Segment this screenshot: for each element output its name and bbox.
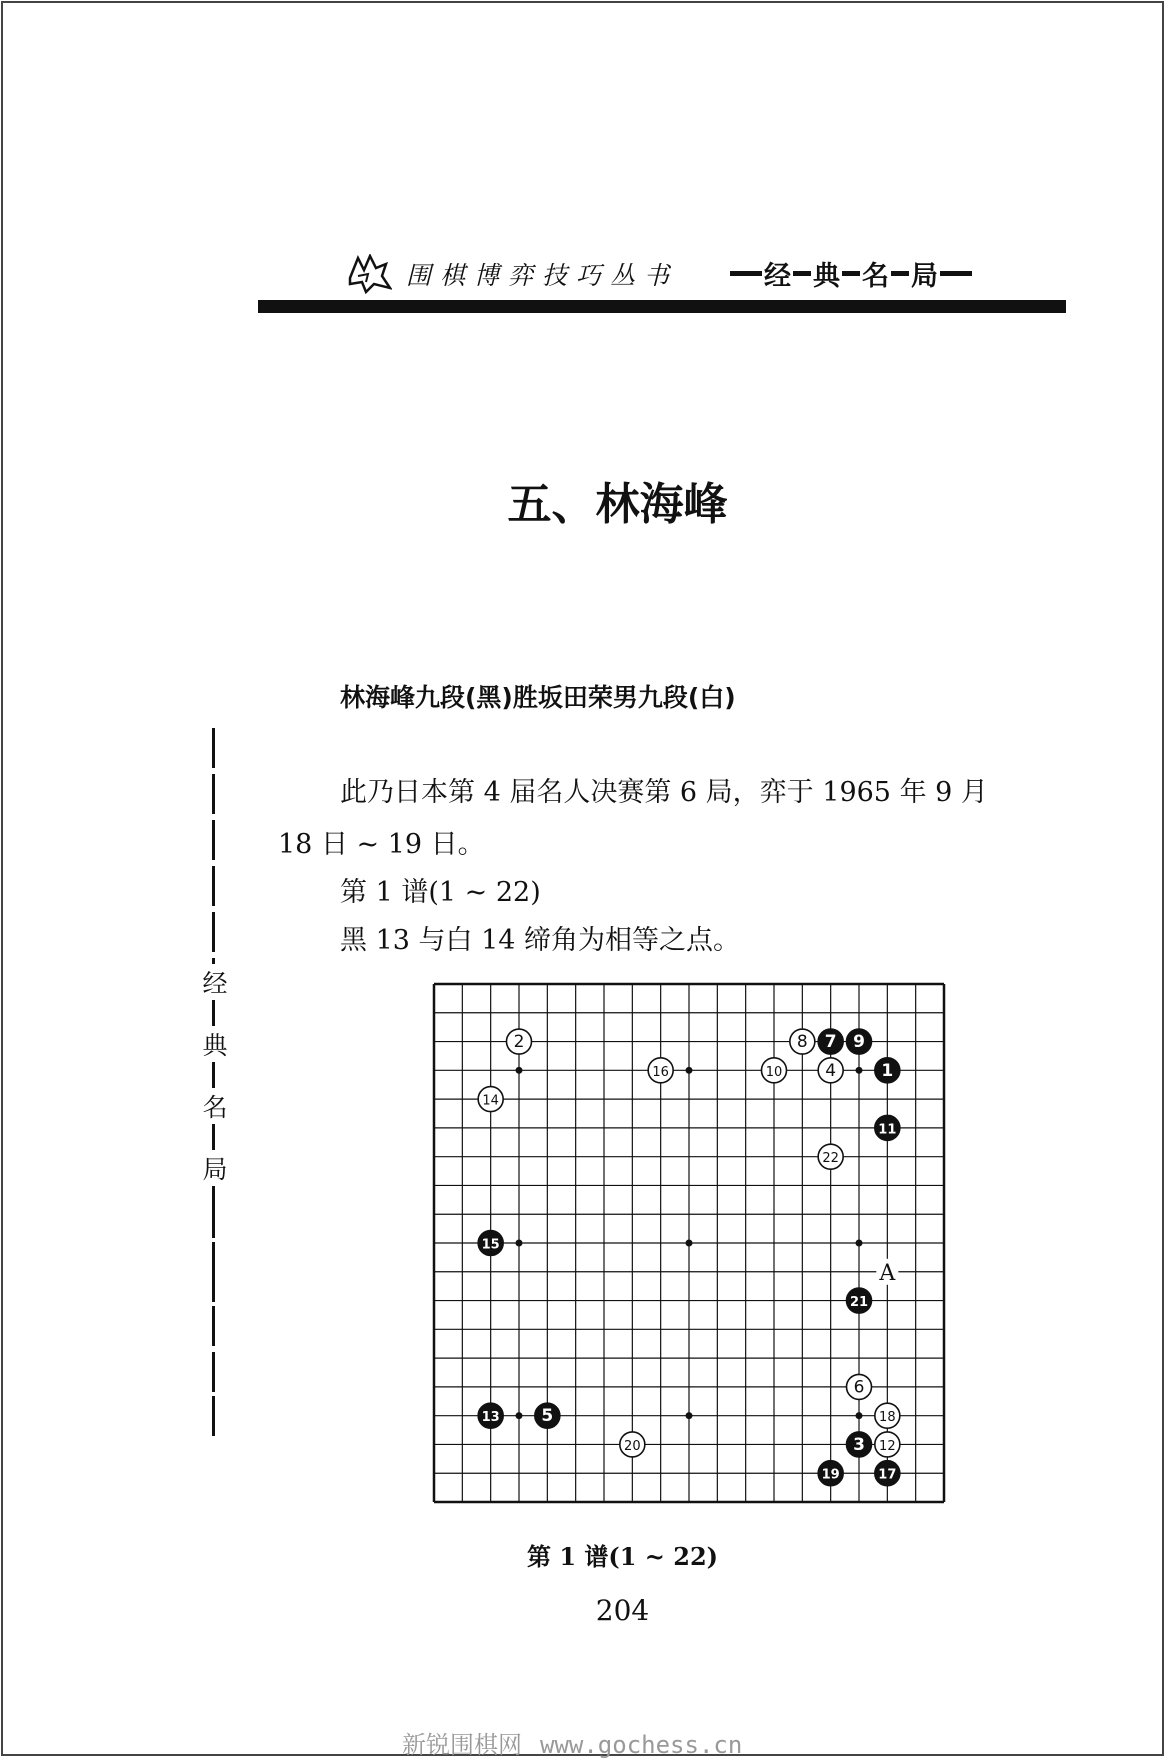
black-stone-number: 11 bbox=[878, 1122, 897, 1138]
black-stone-number: 21 bbox=[849, 1295, 869, 1311]
star-point bbox=[686, 1067, 693, 1074]
figure-caption: 第 1 谱(1 ~ 22) bbox=[526, 1542, 719, 1571]
subject-char-2: 典 bbox=[813, 261, 840, 292]
page-number: 204 bbox=[595, 1594, 650, 1627]
go-board bbox=[428, 980, 948, 1508]
running-header bbox=[258, 248, 1066, 306]
section-subject bbox=[728, 254, 974, 293]
white-stone-number: 2 bbox=[513, 1032, 525, 1053]
header-rule bbox=[258, 300, 1066, 313]
game-title: 林海峰九段(黑)胜坂田荣男九段(白) bbox=[340, 683, 736, 712]
star-point bbox=[516, 1240, 523, 1247]
side-label bbox=[190, 728, 240, 1440]
subject-char-1: 经 bbox=[764, 261, 791, 292]
star-point bbox=[856, 1067, 863, 1074]
star-point bbox=[686, 1412, 693, 1419]
black-stone bbox=[847, 1432, 872, 1457]
side-char-1: 经 bbox=[198, 964, 232, 1000]
black-stone bbox=[818, 1461, 843, 1486]
white-stone bbox=[507, 1029, 532, 1054]
side-char-4: 局 bbox=[198, 1150, 232, 1186]
white-stone bbox=[648, 1058, 673, 1083]
go-board-figure bbox=[428, 980, 948, 1508]
black-stone-number: 3 bbox=[853, 1434, 865, 1455]
black-stone-number: 5 bbox=[541, 1406, 554, 1427]
star-point bbox=[516, 1067, 523, 1074]
white-stone-number: 20 bbox=[624, 1438, 641, 1454]
black-stone-number: 13 bbox=[481, 1410, 500, 1426]
star-point bbox=[686, 1240, 693, 1247]
paragraph-4: 黑 13 与白 14 缔角为相等之点。 bbox=[340, 925, 741, 956]
white-stone bbox=[620, 1432, 645, 1457]
white-stone-number: 8 bbox=[796, 1032, 808, 1053]
white-stone-number: 6 bbox=[853, 1377, 865, 1398]
white-stone-number: 10 bbox=[765, 1064, 783, 1080]
white-stone bbox=[818, 1058, 843, 1083]
black-stone-number: 9 bbox=[853, 1032, 865, 1053]
chapter-title: 五、林海峰 bbox=[507, 479, 728, 530]
white-stone-number: 12 bbox=[879, 1438, 896, 1454]
star-point bbox=[856, 1412, 863, 1419]
subject-char-3: 名 bbox=[862, 261, 889, 292]
white-stone-number: 16 bbox=[652, 1064, 669, 1080]
paragraph-3: 第 1 谱(1 ~ 22) bbox=[340, 877, 541, 908]
black-stone bbox=[818, 1029, 843, 1054]
side-char-2: 典 bbox=[198, 1026, 232, 1062]
white-stone-number: 18 bbox=[879, 1410, 896, 1426]
black-stone-number: 1 bbox=[881, 1060, 894, 1081]
white-stone bbox=[790, 1029, 815, 1054]
white-stone bbox=[818, 1144, 843, 1169]
series-title: 围棋博弈技巧丛书 bbox=[406, 261, 679, 290]
subject-char-4: 局 bbox=[911, 261, 938, 292]
watermark bbox=[402, 1725, 760, 1760]
star-point bbox=[856, 1240, 863, 1247]
side-char-3: 名 bbox=[198, 1088, 232, 1124]
black-stone-number: 15 bbox=[481, 1237, 500, 1253]
black-stone bbox=[847, 1288, 872, 1313]
black-stone-number: 19 bbox=[821, 1467, 840, 1483]
black-stone bbox=[847, 1029, 872, 1054]
black-stone bbox=[875, 1058, 900, 1083]
white-stone bbox=[875, 1432, 900, 1457]
black-stone bbox=[875, 1115, 900, 1140]
board-marker-a: A bbox=[879, 1260, 896, 1286]
star-point bbox=[516, 1412, 523, 1419]
series-logo-icon bbox=[346, 254, 392, 294]
watermark-url: www.gochess.cn bbox=[540, 1731, 743, 1759]
watermark-site-name: 新锐围棋网 bbox=[402, 1731, 522, 1759]
white-stone-number: 4 bbox=[825, 1060, 837, 1081]
black-stone bbox=[478, 1231, 503, 1256]
paragraph-1: 此乃日本第 4 届名人决赛第 6 局，弈于 1965 年 9 月 bbox=[340, 777, 988, 808]
black-stone bbox=[875, 1461, 900, 1486]
white-stone-number: 14 bbox=[482, 1093, 499, 1109]
white-stone-number: 22 bbox=[822, 1151, 839, 1167]
black-stone bbox=[535, 1403, 560, 1428]
black-stone-number: 7 bbox=[824, 1032, 837, 1053]
paragraph-2: 18 日 ~ 19 日。 bbox=[278, 829, 485, 860]
white-stone bbox=[762, 1058, 787, 1083]
black-stone bbox=[478, 1403, 503, 1428]
black-stone-number: 17 bbox=[878, 1467, 897, 1483]
white-stone bbox=[478, 1087, 503, 1112]
white-stone bbox=[847, 1374, 872, 1399]
white-stone bbox=[875, 1403, 900, 1428]
